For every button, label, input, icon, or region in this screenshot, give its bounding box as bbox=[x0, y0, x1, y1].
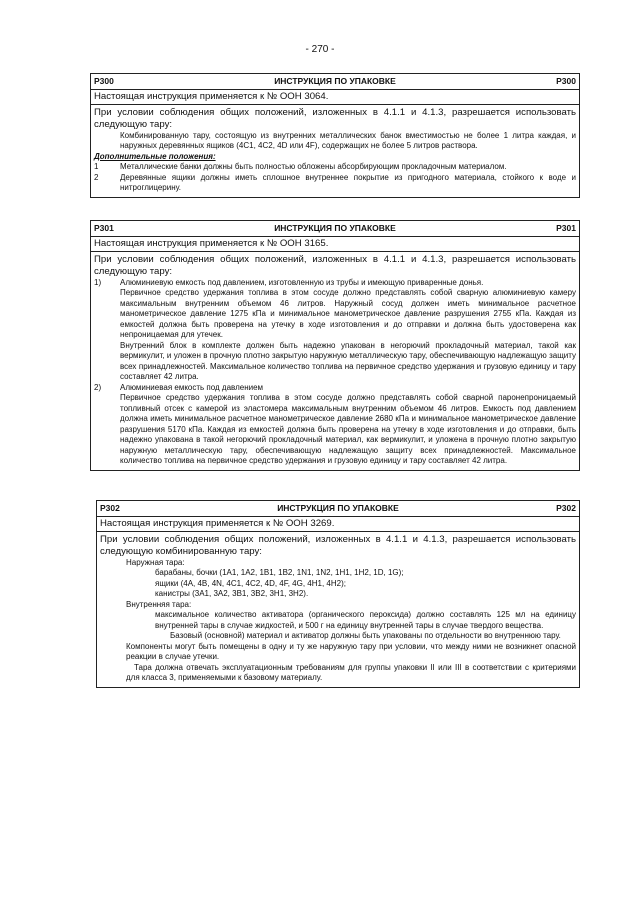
p300-item-1-num: 1 bbox=[94, 162, 99, 171]
packing-instruction-p302 bbox=[96, 500, 580, 688]
p302-inner-title: Внутренняя тара: bbox=[126, 599, 192, 609]
p302-outer-item-3: канистры (3А1, 3А2, 3В1, 3В2, 3Н1, 3Н2). bbox=[155, 589, 309, 598]
p300-header bbox=[91, 74, 579, 90]
p302-outer-item-1: барабаны, бочки (1А1, 1А2, 1В1, 1В2, 1N1, 1N2, 1Н1, 1Н2, 1D, 1G); bbox=[155, 568, 404, 577]
p301-code-left: Р301 bbox=[94, 223, 114, 233]
p301-condition: При условии соблюдения общих положений, изложенных в 4.1.1 и 4.1.3, разрешается использовать следующую тару: bbox=[94, 253, 576, 277]
p302-outer-item-2: ящики (4А, 4В, 4N, 4С1, 4С2, 4D, 4F, 4G, 4Н1, 4Н2); bbox=[155, 578, 346, 588]
p300-title: ИНСТРУКЦИЯ ПО УПАКОВКЕ bbox=[274, 76, 396, 86]
p301-code-right: Р301 bbox=[556, 223, 576, 233]
p301-item-1-p1: Первичное средство удержания топлива в этом сосуде должно представлять собой сварную алюминиевую камеру максимальным внутренним объемом 46 литров. Наружный сосуд должен иметь минимальное расчетное манометрическое давление 1275 кПа и минимальное манометрическое давление разрушения 2755 кПа. Каждая из емкостей должна быть проверена на утечку в ходе изготовления и до отправки и должна быть удостоверена как непроницаемая для утечек. bbox=[120, 288, 576, 339]
p301-item-1 bbox=[94, 278, 576, 289]
p301-item-2-num: 2) bbox=[94, 382, 102, 392]
p302-title: ИНСТРУКЦИЯ ПО УПАКОВКЕ bbox=[277, 503, 399, 513]
page-number: - 270 - bbox=[305, 44, 335, 55]
p302-inner-p1: максимальное количество активатора (органического пероксида) должно составлять 125 мл на единицу внутренней тары в случае жидкостей, и 500 г на единицу внутренней тары в случае твердого вещества. bbox=[155, 610, 576, 630]
p300-item-1 bbox=[94, 162, 576, 173]
p300-packaging: Комбинированную тару, состоящую из внутренних металлических банок вместимостью не более 1 литра каждая, и наружных деревянных ящиков (4С1, 4С2, 4D или 4F), содержащих не более 5 литров раствора. bbox=[120, 130, 576, 150]
p301-applies: Настоящая инструкция применяется к № ООН 3165. bbox=[91, 237, 579, 252]
p300-item-2-num: 2 bbox=[94, 172, 99, 182]
packing-instruction-p301 bbox=[90, 220, 580, 471]
p302-code-left: Р302 bbox=[100, 503, 120, 513]
p302-code-right: Р302 bbox=[556, 503, 576, 513]
p300-applies: Настоящая инструкция применяется к № ООН 3064. bbox=[91, 90, 579, 105]
p302-condition: При условии соблюдения общих положений, изложенных в 4.1.1 и 4.1.3, разрешается использовать следующую комбинированную тару: bbox=[100, 533, 576, 557]
p300-condition: При условии соблюдения общих положений, изложенных в 4.1.1 и 4.1.3, разрешается использовать следующую тару: bbox=[94, 106, 576, 130]
p301-item-1-num: 1) bbox=[94, 277, 102, 287]
p301-title: ИНСТРУКЦИЯ ПО УПАКОВКЕ bbox=[274, 223, 396, 233]
p300-code-left: Р300 bbox=[94, 76, 114, 86]
p301-item-1-title: Алюминиевую емкость под давлением, изготовленную из трубы и имеющую приваренные донья. bbox=[120, 277, 484, 287]
p302-inner-p2: Базовый (основной) материал и активатор должны быть упакованы по отдельности во внутреннюю тару. bbox=[170, 631, 561, 640]
p302-requirements: Тара должна отвечать эксплуатационным требованиям для группы упаковки II или III в соответствии с критериями для класса 3, применяемыми к базовому материалу. bbox=[126, 662, 576, 682]
p300-item-1-text: Металлические банки должны быть полностью обложены абсорбирующим прокладочным материалом. bbox=[120, 162, 507, 171]
p302-components: Компоненты могут быть помещены в одну и ту же наружную тару при условии, что между ними не возникнет опасной реакции в случае утечки. bbox=[126, 641, 576, 661]
p301-item-2 bbox=[94, 383, 576, 394]
packing-instruction-p300 bbox=[90, 73, 580, 198]
p301-item-2-title: Алюминиевая емкость под давлением bbox=[120, 382, 264, 392]
p302-header bbox=[97, 501, 579, 517]
p302-outer-title: Наружная тара: bbox=[126, 557, 185, 567]
p300-code-right: Р300 bbox=[556, 76, 576, 86]
p301-item-1-p2: Внутренний блок в комплекте должен быть надежно упакован в негорючий прокладочный материал, такой как вермикулит, и уложен в прочную плотно закрытую наружную металлическую тару, обеспечивающую надлежащую защиту всех принадлежностей. Максимальное количество топлива на первичное средство удержания и грузовую единицу и тару составляет 42 литра. bbox=[120, 340, 576, 381]
p302-applies: Настоящая инструкция применяется к № ООН 3269. bbox=[97, 517, 579, 532]
p300-item-2-text: Деревянные ящики должны иметь сплошное внутреннее покрытие из пригодного материала, стойкого к воде и нитроглицерину. bbox=[120, 172, 576, 192]
p301-header bbox=[91, 221, 579, 237]
p300-item-2 bbox=[94, 173, 576, 194]
p300-additional-title: Дополнительные положения: bbox=[94, 151, 216, 161]
p301-item-2-p1: Первичное средство удержания топлива в этом сосуде должно представлять собой сварной паронепроницаемый топливный отсек с камерой из эластомера максимальным внутренним объемом 46 литров. Емкость под давлением должна иметь минимальное расчетное манометрическое давление 2680 кПа и минимальное манометрическое давление разрушения 5170 кПа. Каждая из емкостей должна быть проверена на утечку в ходе изготовления и до отправки, быть надежно упакована в такой негорючий прокладочный материал, как вермикулит, и уложена в прочную плотно закрытую наружную металлическую тару, обеспечивающую надлежащую защиту всех принадлежностей. Максимальное количество топлива на первичное средство удержания и грузовую единицу и тару составляет 42 литра. bbox=[120, 393, 576, 465]
